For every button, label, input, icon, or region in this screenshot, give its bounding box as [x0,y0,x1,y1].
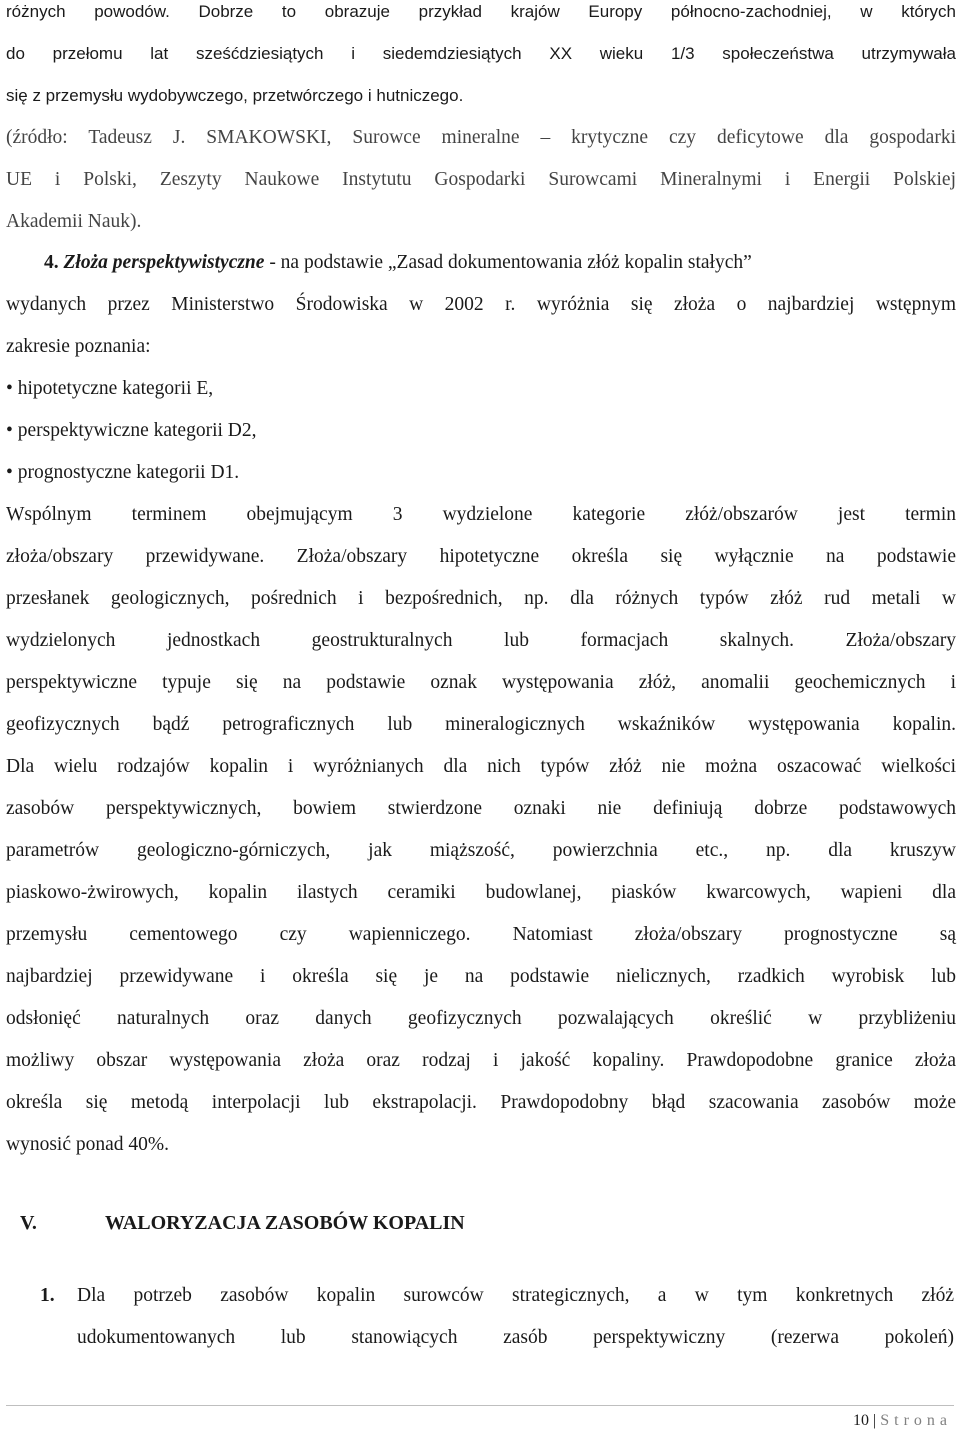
page-number: 10 [853,1412,870,1429]
section-4-text: - na podstawie „Zasad dokumentowania złóż kopalin stałych” [264,252,752,273]
body-line: perspektywiczne typuje się na podstawie oznak występowania złóż, anomalii geochemicznych i [6,672,956,693]
intro-line: do przełomu lat sześćdziesiątych i siedemdziesiątych XX wieku 1/3 społeczeństwa utrzymywała [6,44,956,63]
list-item-number: 1. [40,1285,55,1306]
body-line: przesłanek geologicznych, pośrednich i bezpośrednich, np. dla różnych typów złóż rud metali w [6,588,956,609]
body-line: piaskowo-żwirowych, kopalin ilastych ceramiki budowlanej, piasków kwarcowych, wapieni dla [6,882,956,903]
body-line: geofizycznych bądź petrograficznych lub mineralogicznych wskaźników występowania kopalin. [6,714,956,735]
bullet-item: • prognostyczne kategorii D1. [6,462,240,483]
section-4-line [44,252,956,274]
source-citation-line: Akademii Nauk). [6,211,142,232]
list-item-line: Dla potrzeb zasobów kopalin surowców strategicznych, a w tym konkretnych złóż [77,1285,954,1306]
footer-separator: | [873,1412,877,1429]
source-citation-line: (źródło: Tadeusz J. SMAKOWSKI, Surowce mineralne – krytyczne czy deficytowe dla gospodarki [6,127,956,148]
section-heading-title: WALORYZACJA ZASOBÓW KOPALIN [105,1212,465,1234]
list-item-line: udokumentowanych lub stanowiących zasób perspektywiczny (rezerwa pokoleń) [77,1327,954,1348]
intro-line: się z przemysłu wydobywczego, przetwórczego i hutniczego. [6,86,464,105]
intro-line: różnych powodów. Dobrze to obrazuje przykład krajów Europy północno-zachodniej, w których [6,2,956,21]
bullet-item: • hipotetyczne kategorii E, [6,378,214,399]
source-citation-line: UE i Polski, Zeszyty Naukowe Instytutu Gospodarki Surowcami Mineralnymi i Energii Polskiej [6,169,956,190]
section-heading [20,1212,465,1235]
body-line: zasobów perspektywicznych, bowiem stwierdzone oznaki nie definiują dobrze podstawowych [6,798,956,819]
body-line: złoża/obszary przewidywane. Złoża/obszary hipotetyczne określa się wyłącznie na podstawie [6,546,956,567]
body-line: przemysłu cementowego czy wapienniczego. Natomiast złoża/obszary prognostyczne są [6,924,956,945]
footer-divider [6,1405,954,1406]
section-4-number: 4. [44,252,59,273]
bullet-item: • perspektywiczne kategorii D2, [6,420,257,441]
body-line: odsłonięć naturalnych oraz danych geofizycznych pozwalających określić w przybliżeniu [6,1008,956,1029]
body-line: określa się metodą interpolacji lub ekstrapolacji. Prawdopodobny błąd szacowania zasobów może [6,1092,956,1113]
section-4-line: wydanych przez Ministerstwo Środowiska w 2002 r. wyróżnia się złoża o najbardziej wstępnym [6,294,956,315]
section-4-line: zakresie poznania: [6,336,151,357]
body-line: Wspólnym terminem obejmującym 3 wydzielone kategorie złóż/obszarów jest termin [6,504,956,525]
section-heading-number: V. [20,1212,37,1234]
body-line: parametrów geologiczno-górniczych, jak miąższość, powierzchnia etc., np. dla kruszyw [6,840,956,861]
body-line: Dla wielu rodzajów kopalin i wyróżnianych dla nich typów złóż nie można oszacować wielkości [6,756,956,777]
body-line: możliwy obszar występowania złoża oraz rodzaj i jakość kopaliny. Prawdopodobne granice złoża [6,1050,956,1071]
section-4-term: Złoża perspektywistyczne [63,252,265,273]
body-line: wynosić ponad 40%. [6,1134,170,1155]
body-line: najbardziej przewidywane i określa się je na podstawie nielicznych, rzadkich wyrobisk lub [6,966,956,987]
page-footer [853,1412,952,1430]
footer-page-label: Strona [880,1412,952,1429]
body-line: wydzielonych jednostkach geostrukturalnych lub formacjach skalnych. Złoża/obszary [6,630,956,651]
